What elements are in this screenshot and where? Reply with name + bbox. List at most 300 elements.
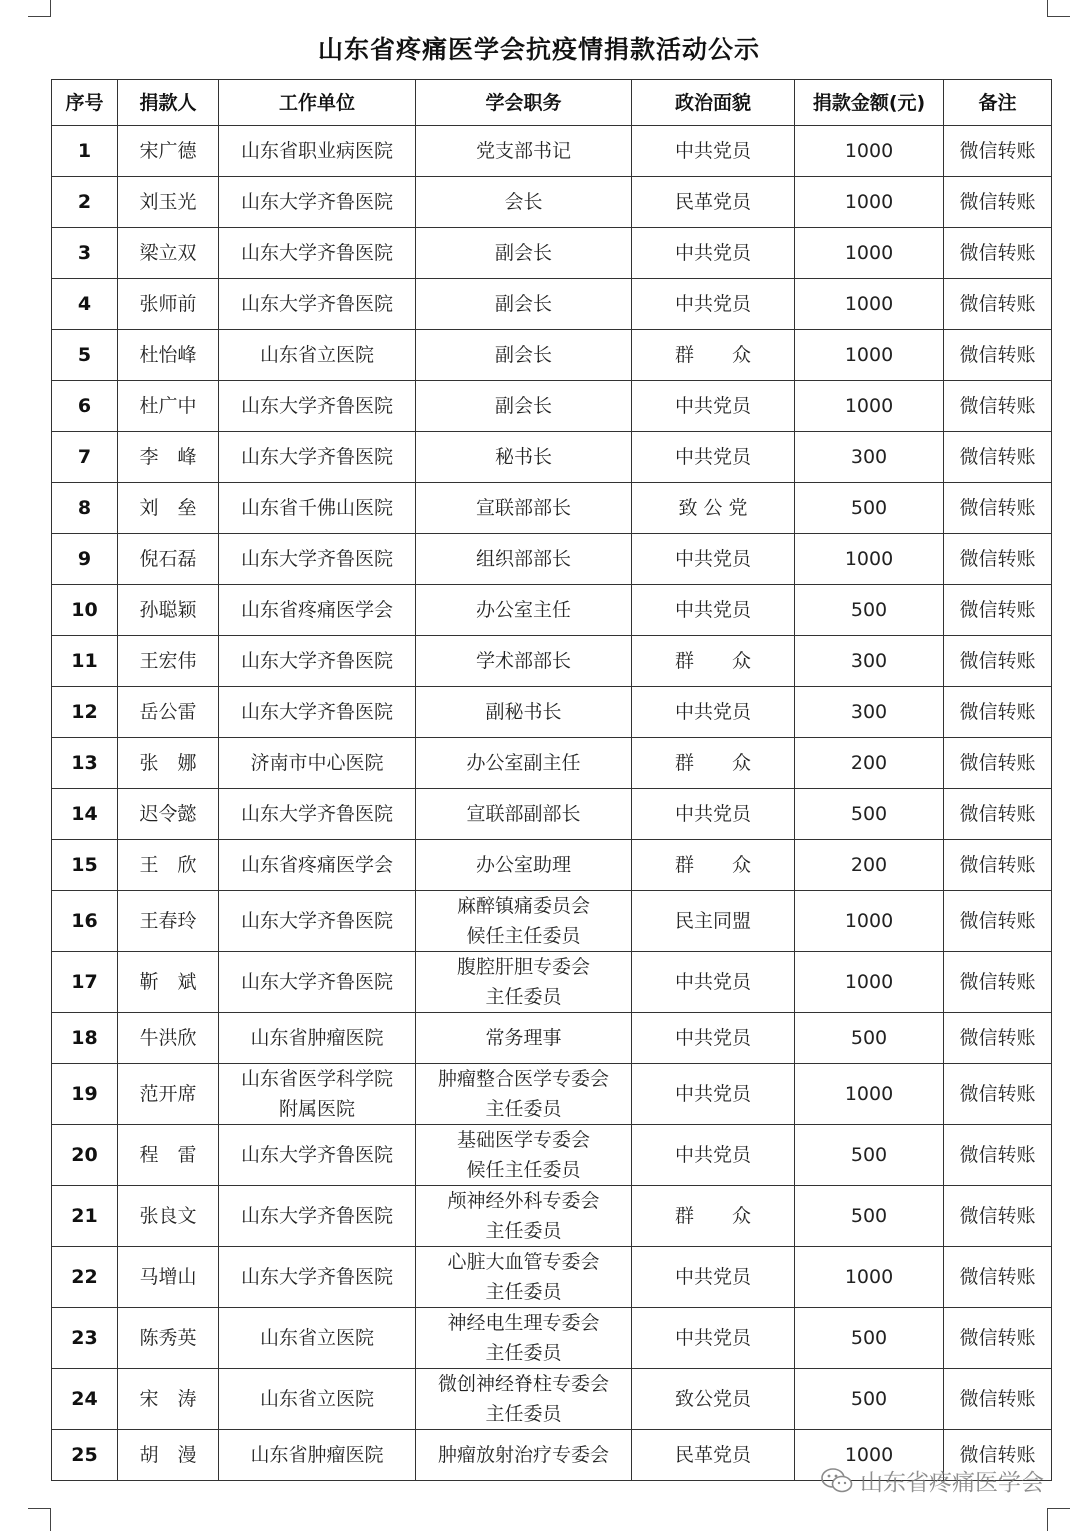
watermark	[820, 1464, 1044, 1497]
cell-note-text: 微信转账	[959, 752, 1036, 774]
cell-note-text: 微信转账	[959, 854, 1036, 876]
cell-unit-text: 山东大学齐鲁医院	[240, 701, 393, 723]
cell-political-text: 群 众	[674, 752, 751, 774]
cell-note-text: 微信转账	[959, 1205, 1036, 1227]
table-row	[52, 891, 1052, 952]
cell-position	[416, 1125, 632, 1186]
cell-position-text-line2: 候任主任委员	[466, 925, 581, 947]
cell-note-text: 微信转账	[959, 803, 1036, 825]
header-amount: 捐款金额(元)	[795, 80, 944, 126]
cell-note	[944, 789, 1052, 840]
cell-political	[632, 177, 795, 228]
table-row	[52, 1369, 1052, 1430]
cell-position	[416, 1013, 632, 1064]
cell-amount	[795, 381, 944, 432]
cell-seq-text: 21	[71, 1205, 98, 1227]
cell-amount	[795, 1186, 944, 1247]
cell-position-text: 副秘书长	[485, 701, 562, 723]
cell-position-text: 腹腔肝胆专委会	[456, 956, 590, 978]
cell-position	[416, 1186, 632, 1247]
document-title: 山东省疼痛医学会抗疫情捐款活动公示	[317, 35, 760, 64]
cell-unit	[219, 483, 416, 534]
cell-political	[632, 687, 795, 738]
cell-amount-text: 1000	[844, 191, 894, 213]
cell-position-text: 办公室副主任	[466, 752, 581, 774]
table-row	[52, 738, 1052, 789]
cell-unit-text: 山东大学齐鲁医院	[240, 650, 393, 672]
cell-donor	[118, 1186, 219, 1247]
cell-note-text: 微信转账	[959, 599, 1036, 621]
cell-donor-text: 刘 垒	[139, 497, 197, 519]
cell-amount-text: 1000	[844, 1266, 894, 1288]
cell-note-text: 微信转账	[959, 1266, 1036, 1288]
cell-donor	[118, 1013, 219, 1064]
cell-political-text: 致 公 党	[678, 497, 748, 519]
cell-unit-text: 山东省立医院	[259, 344, 374, 366]
cell-unit-text: 山东省职业病医院	[240, 140, 393, 162]
cell-amount	[795, 228, 944, 279]
cell-donor	[118, 1430, 219, 1481]
cell-seq-text: 18	[71, 1027, 98, 1049]
cell-amount-text: 300	[850, 446, 888, 468]
cell-amount-text: 1000	[844, 140, 894, 162]
cell-position-text: 副会长	[494, 242, 552, 264]
cell-note	[944, 738, 1052, 789]
cell-position-text: 副会长	[494, 395, 552, 417]
cell-note-text: 微信转账	[959, 548, 1036, 570]
cell-note-text: 微信转账	[959, 910, 1036, 932]
cell-political	[632, 1013, 795, 1064]
cell-note-text: 微信转账	[959, 701, 1036, 723]
cell-unit	[219, 687, 416, 738]
cell-position-text: 肿瘤整合医学专委会	[437, 1068, 609, 1090]
cell-unit-text: 山东省千佛山医院	[240, 497, 393, 519]
cell-position	[416, 1064, 632, 1125]
cell-unit	[219, 1013, 416, 1064]
cell-political-text: 中共党员	[674, 1083, 751, 1105]
cell-seq	[52, 381, 118, 432]
cell-political-text: 群 众	[674, 854, 751, 876]
cell-position-text: 基础医学专委会	[456, 1129, 590, 1151]
cell-position	[416, 1308, 632, 1369]
table-row	[52, 1308, 1052, 1369]
cell-note	[944, 1247, 1052, 1308]
cell-position	[416, 636, 632, 687]
cell-note	[944, 687, 1052, 738]
table-row	[52, 126, 1052, 177]
cell-seq-text: 3	[77, 242, 92, 264]
cell-position-text: 神经电生理专委会	[447, 1312, 600, 1334]
cell-position-text-line2: 候任主任委员	[466, 1159, 581, 1181]
cell-seq	[52, 228, 118, 279]
table-row	[52, 1125, 1052, 1186]
cell-amount-text: 500	[850, 1205, 888, 1227]
cell-political-text: 中共党员	[674, 599, 751, 621]
cell-position-text: 肿瘤放射治疗专委会	[437, 1444, 609, 1466]
cell-unit	[219, 1186, 416, 1247]
cell-donor	[118, 483, 219, 534]
table-row	[52, 636, 1052, 687]
cell-donor-text: 岳公雷	[139, 701, 197, 723]
cell-donor	[118, 126, 219, 177]
cell-note-text: 微信转账	[959, 140, 1036, 162]
cell-note-text: 微信转账	[959, 650, 1036, 672]
cell-seq	[52, 687, 118, 738]
cell-donor	[118, 687, 219, 738]
cell-unit	[219, 330, 416, 381]
cell-seq	[52, 840, 118, 891]
cell-political-text: 致公党员	[674, 1388, 751, 1410]
cell-political-text: 民主同盟	[674, 910, 751, 932]
cell-seq	[52, 534, 118, 585]
donation-table	[51, 79, 1052, 1481]
cell-position	[416, 1430, 632, 1481]
table-row	[52, 1064, 1052, 1125]
cell-political	[632, 636, 795, 687]
cell-note	[944, 1013, 1052, 1064]
cell-unit	[219, 738, 416, 789]
cell-donor-text: 刘玉光	[139, 191, 197, 213]
cell-seq	[52, 126, 118, 177]
cell-amount-text: 500	[850, 1027, 888, 1049]
cell-political	[632, 585, 795, 636]
cell-seq-text: 9	[77, 548, 92, 570]
cell-donor-text: 马增山	[139, 1266, 197, 1288]
cell-amount	[795, 789, 944, 840]
cell-seq-text: 24	[71, 1388, 98, 1410]
cell-donor-text: 王 欣	[139, 854, 197, 876]
cell-donor-text: 杜怡峰	[139, 344, 197, 366]
cell-unit-text: 山东省疼痛医学会	[240, 599, 393, 621]
cell-note	[944, 1186, 1052, 1247]
cell-political-text: 中共党员	[674, 242, 751, 264]
cell-donor	[118, 585, 219, 636]
cell-unit-text-line2: 附属医院	[278, 1098, 355, 1120]
cell-political	[632, 279, 795, 330]
table-row	[52, 228, 1052, 279]
cell-unit-text: 山东大学齐鲁医院	[240, 1205, 393, 1227]
cell-unit-text: 山东省疼痛医学会	[240, 854, 393, 876]
cell-donor	[118, 1064, 219, 1125]
cell-position	[416, 891, 632, 952]
cell-seq	[52, 1013, 118, 1064]
cell-donor-text: 王春玲	[139, 910, 197, 932]
cell-position	[416, 687, 632, 738]
cell-seq	[52, 1308, 118, 1369]
cell-seq-text: 19	[71, 1083, 98, 1105]
cell-seq	[52, 636, 118, 687]
cell-unit	[219, 789, 416, 840]
cell-unit-text: 山东省立医院	[259, 1388, 374, 1410]
cell-position	[416, 279, 632, 330]
cell-political	[632, 1186, 795, 1247]
cell-amount	[795, 1064, 944, 1125]
cell-position-text: 宣联部部长	[475, 497, 571, 519]
cell-unit-text: 山东省医学科学院	[240, 1068, 393, 1090]
cell-donor-text: 牛洪欣	[139, 1027, 197, 1049]
cell-seq	[52, 952, 118, 1013]
cell-seq	[52, 330, 118, 381]
table-row	[52, 1186, 1052, 1247]
cell-position-text: 微创神经脊柱专委会	[437, 1373, 609, 1395]
table-row	[52, 177, 1052, 228]
cell-position	[416, 1369, 632, 1430]
cell-position-text: 秘书长	[494, 446, 552, 468]
header-seq: 序号	[52, 80, 118, 126]
cell-donor	[118, 891, 219, 952]
cell-donor-text: 陈秀英	[139, 1327, 197, 1349]
cell-seq-text: 14	[71, 803, 98, 825]
cell-note-text: 微信转账	[959, 395, 1036, 417]
cell-donor	[118, 1247, 219, 1308]
cell-political	[632, 840, 795, 891]
cell-political	[632, 738, 795, 789]
cell-unit	[219, 228, 416, 279]
cell-seq-text: 8	[77, 497, 92, 519]
cell-political-text: 中共党员	[674, 701, 751, 723]
cell-note-text: 微信转账	[959, 1027, 1036, 1049]
cell-position-text: 副会长	[494, 293, 552, 315]
cell-political	[632, 534, 795, 585]
cell-unit	[219, 1064, 416, 1125]
cell-donor	[118, 1308, 219, 1369]
cell-seq-text: 17	[71, 971, 98, 993]
cell-amount	[795, 1308, 944, 1369]
cell-note	[944, 840, 1052, 891]
cell-amount-text: 1000	[844, 971, 894, 993]
cell-note	[944, 228, 1052, 279]
cell-political	[632, 1430, 795, 1481]
cell-note-text: 微信转账	[959, 1327, 1036, 1349]
cell-unit-text: 山东省肿瘤医院	[250, 1444, 384, 1466]
cell-note-text: 微信转账	[959, 446, 1036, 468]
cell-amount	[795, 738, 944, 789]
cell-note-text: 微信转账	[959, 242, 1036, 264]
cell-unit	[219, 432, 416, 483]
cell-seq-text: 6	[77, 395, 92, 417]
cell-position	[416, 432, 632, 483]
cell-position	[416, 952, 632, 1013]
cell-donor-text: 迟令懿	[139, 803, 197, 825]
cell-amount-text: 300	[850, 650, 888, 672]
cell-political-text: 中共党员	[674, 293, 751, 315]
cell-seq	[52, 585, 118, 636]
cell-position-text: 会长	[504, 191, 543, 213]
cell-unit-text: 山东省立医院	[259, 1327, 374, 1349]
cell-political-text: 中共党员	[674, 1144, 751, 1166]
cell-donor	[118, 279, 219, 330]
cell-amount-text: 1000	[844, 344, 894, 366]
table-row	[52, 534, 1052, 585]
cell-seq-text: 13	[71, 752, 98, 774]
cell-political	[632, 126, 795, 177]
cell-donor	[118, 534, 219, 585]
cell-seq-text: 25	[71, 1444, 98, 1466]
cell-seq	[52, 1186, 118, 1247]
cell-seq-text: 22	[71, 1266, 98, 1288]
cell-position-text: 宣联部副部长	[466, 803, 581, 825]
header-position: 学会职务	[416, 80, 632, 126]
cell-unit-text: 山东大学齐鲁医院	[240, 971, 393, 993]
cell-unit-text: 山东大学齐鲁医院	[240, 191, 393, 213]
cell-position-text: 副会长	[494, 344, 552, 366]
cell-position-text-line2: 主任委员	[485, 1220, 562, 1242]
cell-unit-text: 济南市中心医院	[250, 752, 384, 774]
cell-political-text: 中共党员	[674, 971, 751, 993]
cell-amount	[795, 687, 944, 738]
cell-note	[944, 1369, 1052, 1430]
cell-political	[632, 789, 795, 840]
header-note: 备注	[944, 80, 1052, 126]
table-row	[52, 483, 1052, 534]
cell-note-text: 微信转账	[959, 497, 1036, 519]
cell-donor	[118, 330, 219, 381]
cell-amount-text: 1000	[844, 293, 894, 315]
wechat-icon	[820, 1466, 854, 1496]
cell-position	[416, 228, 632, 279]
cell-position	[416, 738, 632, 789]
cell-political-text: 群 众	[674, 344, 751, 366]
cell-position-text-line2: 主任委员	[485, 1281, 562, 1303]
cell-political	[632, 891, 795, 952]
cell-amount-text: 1000	[844, 1444, 894, 1466]
cell-donor	[118, 1369, 219, 1430]
cell-amount	[795, 330, 944, 381]
cell-amount	[795, 1125, 944, 1186]
cell-amount	[795, 1013, 944, 1064]
cell-donor-text: 张良文	[139, 1205, 197, 1227]
cell-seq-text: 7	[77, 446, 92, 468]
cell-position-text-line2: 主任委员	[485, 1342, 562, 1364]
cell-position-text: 常务理事	[485, 1027, 562, 1049]
cell-amount	[795, 177, 944, 228]
cell-political	[632, 1125, 795, 1186]
cell-amount-text: 500	[850, 599, 888, 621]
cell-note	[944, 126, 1052, 177]
cell-seq-text: 12	[71, 701, 98, 723]
cell-political-text: 中共党员	[674, 140, 751, 162]
cell-political-text: 中共党员	[674, 395, 751, 417]
cell-amount	[795, 585, 944, 636]
cell-donor-text: 张师前	[139, 293, 197, 315]
cell-donor-text: 张 娜	[139, 752, 197, 774]
cell-donor-text: 王宏伟	[139, 650, 197, 672]
cell-seq	[52, 1430, 118, 1481]
cell-note	[944, 585, 1052, 636]
cell-note-text: 微信转账	[959, 971, 1036, 993]
cell-amount	[795, 534, 944, 585]
cell-position	[416, 534, 632, 585]
table-row	[52, 1247, 1052, 1308]
cell-note	[944, 952, 1052, 1013]
cell-position-text: 办公室助理	[475, 854, 571, 876]
cell-donor	[118, 636, 219, 687]
cell-note	[944, 381, 1052, 432]
cell-position-text: 办公室主任	[475, 599, 571, 621]
cell-amount-text: 500	[850, 1144, 888, 1166]
cell-political	[632, 1247, 795, 1308]
cell-note-text: 微信转账	[959, 1144, 1036, 1166]
cell-position	[416, 585, 632, 636]
cell-donor-text: 程 雷	[139, 1144, 197, 1166]
cell-position	[416, 1247, 632, 1308]
cell-note-text: 微信转账	[959, 1083, 1036, 1105]
cell-seq	[52, 432, 118, 483]
cell-position-text: 组织部部长	[475, 548, 571, 570]
cell-seq-text: 5	[77, 344, 92, 366]
cell-donor-text: 倪石磊	[139, 548, 197, 570]
cell-position	[416, 177, 632, 228]
cell-unit	[219, 891, 416, 952]
cell-donor	[118, 952, 219, 1013]
header-unit: 工作单位	[219, 80, 416, 126]
table-row	[52, 432, 1052, 483]
cell-unit	[219, 585, 416, 636]
cell-unit	[219, 840, 416, 891]
cell-unit	[219, 126, 416, 177]
cell-seq-text: 15	[71, 854, 98, 876]
cell-unit	[219, 177, 416, 228]
cell-political-text: 中共党员	[674, 548, 751, 570]
table-row	[52, 840, 1052, 891]
cell-note	[944, 177, 1052, 228]
cell-note	[944, 534, 1052, 585]
cell-amount	[795, 126, 944, 177]
header-political: 政治面貌	[632, 80, 795, 126]
cell-note	[944, 483, 1052, 534]
cell-seq-text: 2	[77, 191, 92, 213]
cell-amount	[795, 279, 944, 330]
cell-seq	[52, 789, 118, 840]
cell-donor	[118, 1125, 219, 1186]
cell-political	[632, 952, 795, 1013]
cell-unit	[219, 1430, 416, 1481]
cell-seq-text: 4	[77, 293, 92, 315]
cell-amount-text: 300	[850, 701, 888, 723]
cell-amount	[795, 636, 944, 687]
cell-donor-text: 李 峰	[139, 446, 197, 468]
cell-political-text: 中共党员	[674, 446, 751, 468]
crop-mark-top-left	[28, 0, 51, 17]
cell-amount-text: 1000	[844, 395, 894, 417]
cell-amount-text: 200	[850, 752, 888, 774]
cell-seq	[52, 177, 118, 228]
cell-political-text: 民革党员	[674, 191, 751, 213]
cell-donor-text: 宋 涛	[139, 1388, 197, 1410]
cell-seq	[52, 1064, 118, 1125]
cell-donor-text: 梁立双	[139, 242, 197, 264]
cell-amount-text: 1000	[844, 1083, 894, 1105]
cell-amount-text: 500	[850, 803, 888, 825]
cell-seq-text: 1	[77, 140, 92, 162]
cell-seq	[52, 483, 118, 534]
table-row	[52, 789, 1052, 840]
cell-position-text: 党支部书记	[475, 140, 571, 162]
table-row	[52, 381, 1052, 432]
cell-note	[944, 432, 1052, 483]
cell-note	[944, 891, 1052, 952]
cell-amount-text: 1000	[844, 910, 894, 932]
cell-unit	[219, 636, 416, 687]
cell-unit-text: 山东大学齐鲁医院	[240, 1266, 393, 1288]
table-row	[52, 330, 1052, 381]
cell-note	[944, 1064, 1052, 1125]
cell-political-text: 群 众	[674, 1205, 751, 1227]
cell-seq	[52, 1247, 118, 1308]
table-row	[52, 952, 1052, 1013]
cell-seq	[52, 279, 118, 330]
cell-position-text-line2: 主任委员	[485, 986, 562, 1008]
